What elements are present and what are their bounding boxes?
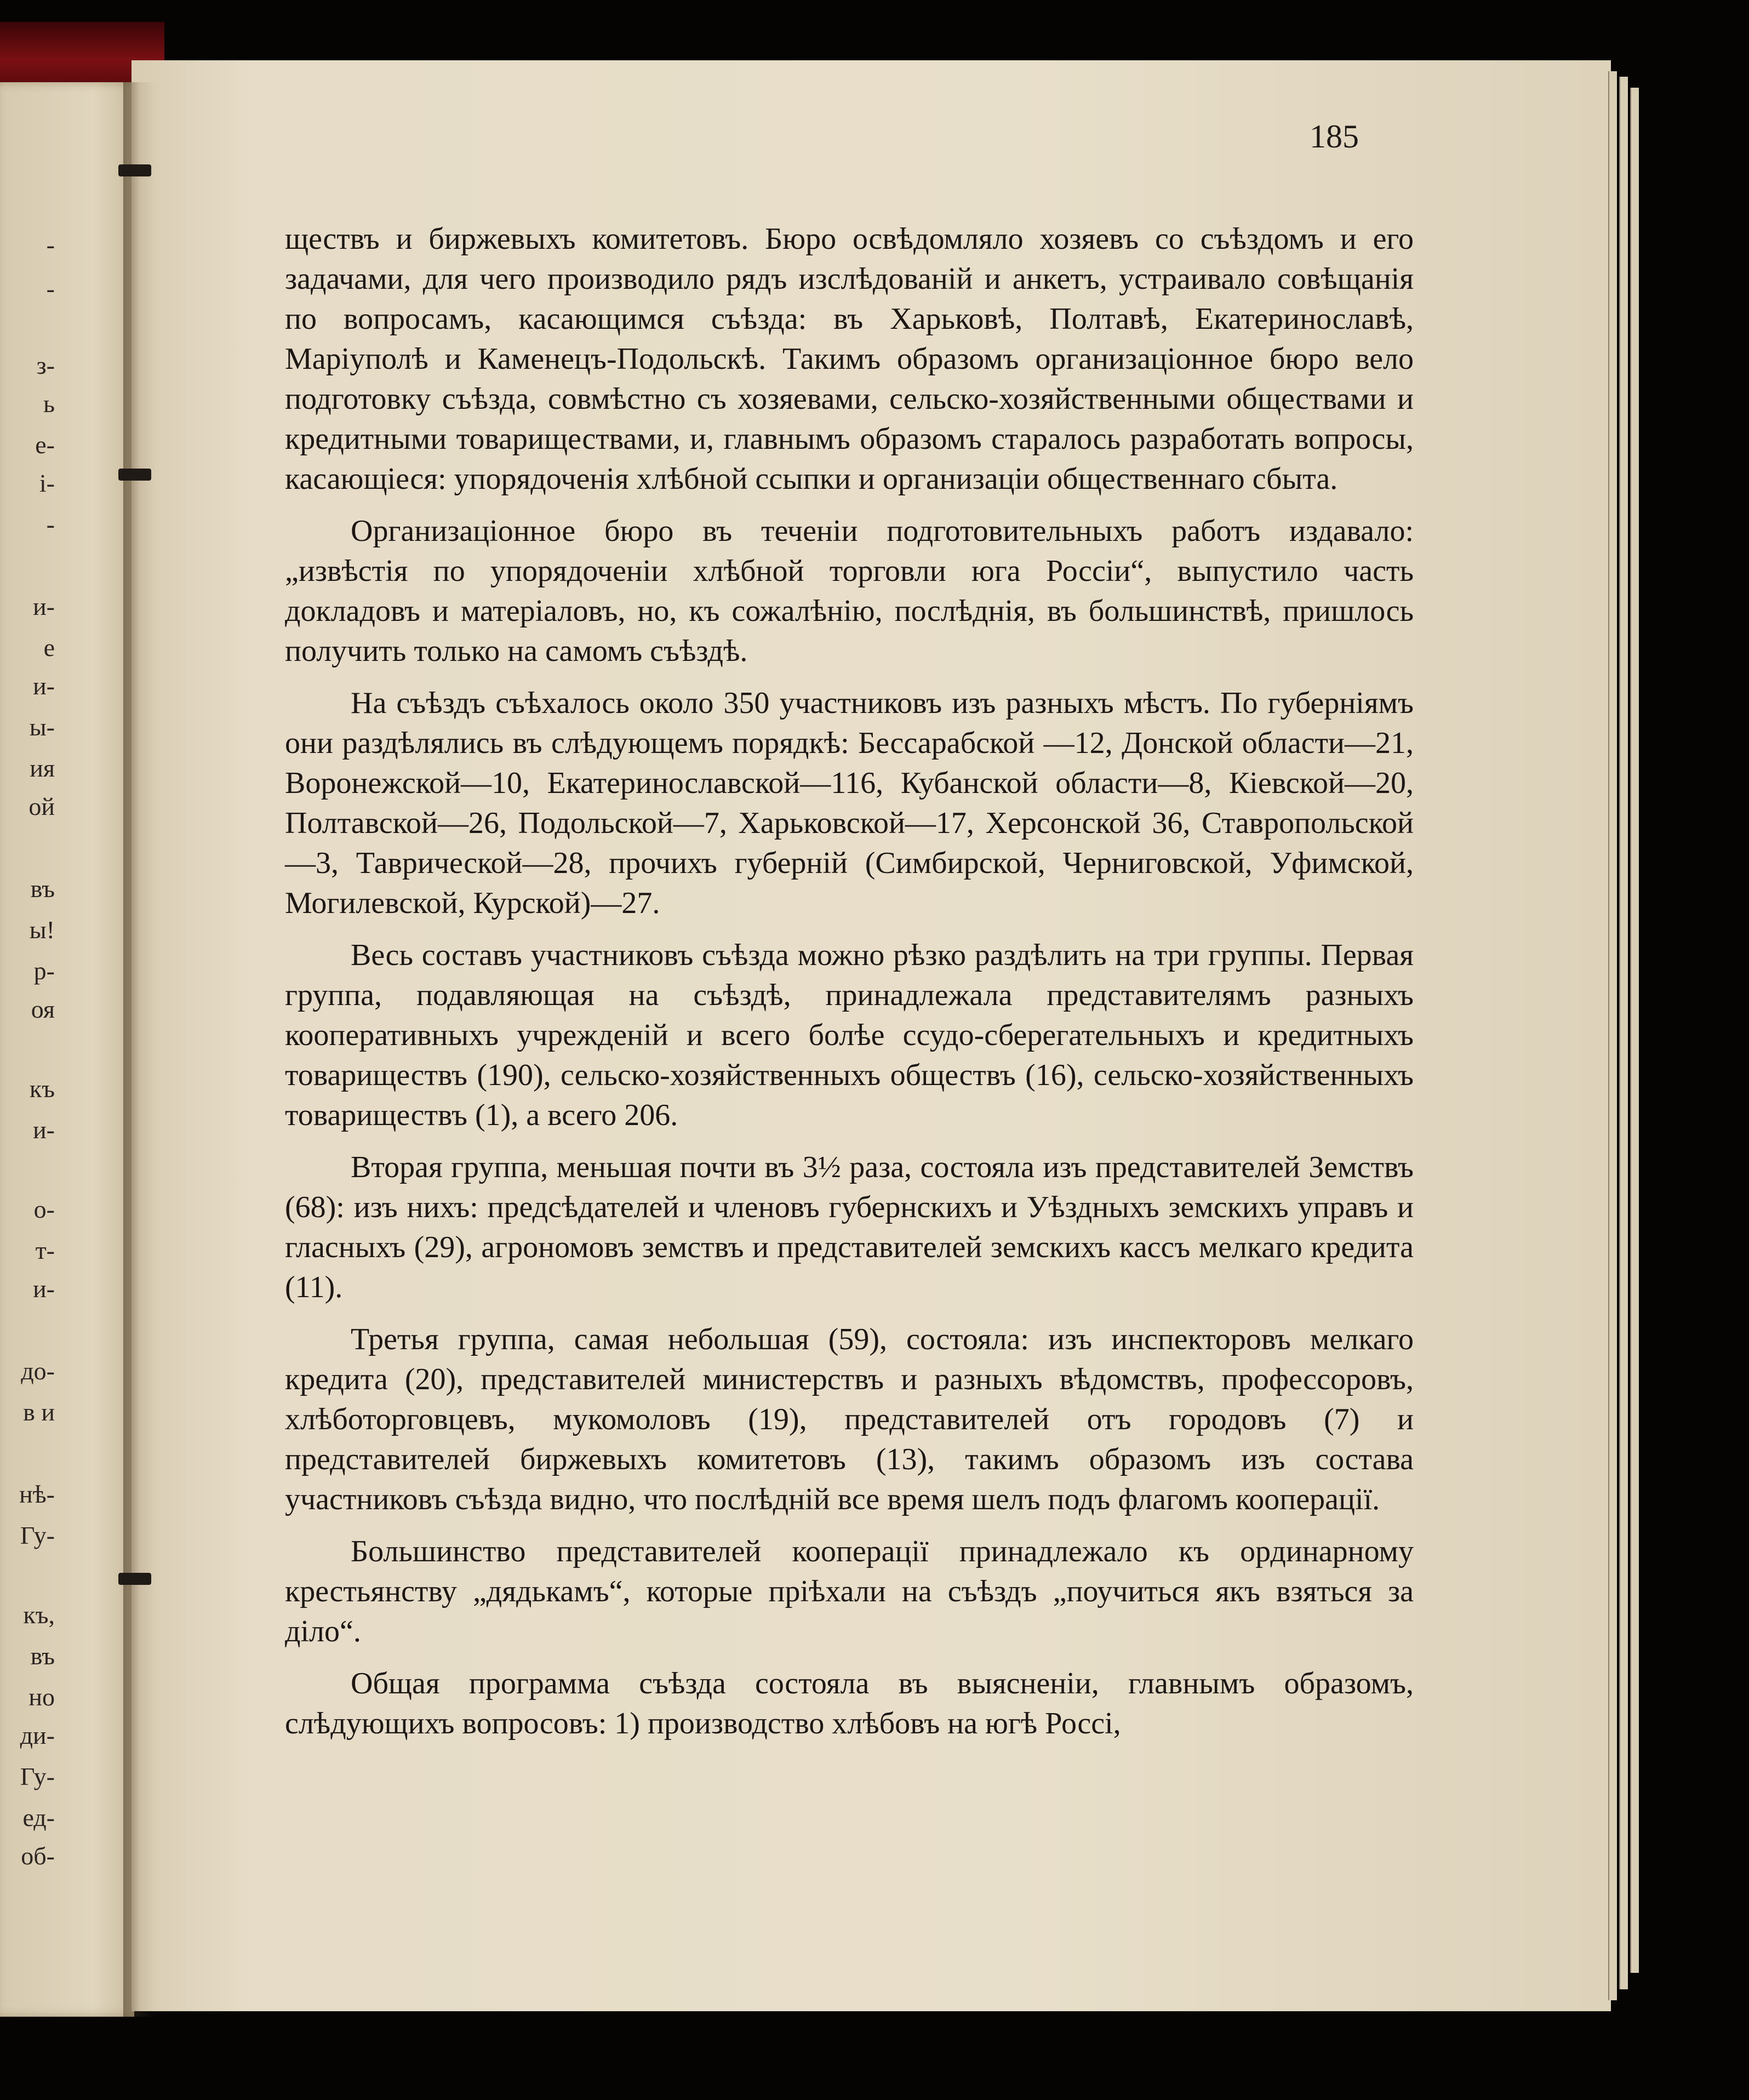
left-page-fragment: и- (33, 1116, 55, 1144)
left-page-fragment: къ (29, 1075, 55, 1103)
left-page-fragment: ди- (20, 1721, 55, 1749)
left-page-fragment: до- (21, 1357, 55, 1385)
left-page-fragment: но (28, 1683, 55, 1711)
left-page-fragment: об- (21, 1842, 55, 1870)
page-gutter-shadow (123, 82, 156, 2017)
binding-thread (118, 164, 151, 176)
left-page-fragment: в и (23, 1398, 55, 1426)
left-page-fragment: р- (33, 957, 55, 985)
left-page-fragment: ы- (29, 713, 55, 741)
binding-thread (118, 1573, 151, 1585)
left-page-fragment: и- (33, 1275, 55, 1303)
paragraph: Большинство представителей кооперації принадлежало къ ординарному крестьянству „дядькамъ“, которые пріѣхали на съѣздъ „поучиться якъ взяться за діло“. (285, 1534, 1414, 1648)
left-page-fragment: Гу- (20, 1762, 55, 1790)
binding-thread (118, 469, 151, 481)
paragraph: Общая программа съѣзда состояла въ выясненіи, главнымъ образомъ, слѣдующихъ вопросовъ: 1) производство хлѣбовъ на югѣ Россі, (285, 1667, 1414, 1741)
paragraph: Третья группа, самая небольшая (59), состояла: изъ инспекторовъ мелкаго кредита (20), представителей министерствъ и разныхъ вѣдомствъ, профессоровъ, хлѣботорговцевъ, мукомоловъ (19), представителей отъ городовъ (7) и представителей биржевыхъ комитетовъ (13), такимъ образомъ изъ состава участниковъ съѣзда видно, что послѣдній все время шелъ подъ флагомъ кооперації. (285, 1322, 1414, 1516)
left-page-fragment: нѣ- (19, 1480, 55, 1508)
left-page-fragment: - (46, 275, 55, 303)
paragraph: Весь составъ участниковъ съѣзда можно рѣзко раздѣлить на три группы. Первая группа, подавляющая на съѣздѣ, принадлежала представителямъ разныхъ кооперативныхъ учрежденій и всего болѣе ссудо-сберегательныхъ и кредитныхъ товариществъ (190), сельско-хозяйственныхъ обществъ (16), сельско-хозяйственныхъ товариществъ (1), а всего 206. (285, 938, 1414, 1132)
page-stack-edge (1619, 77, 1628, 1989)
page-body-text (285, 219, 1414, 1756)
left-page-fragment: къ, (23, 1601, 55, 1629)
left-page-fragment: е- (35, 431, 55, 459)
left-page-fragment: оя (31, 995, 55, 1023)
paragraph: Организаціонное бюро въ теченіи подготовительныхъ работъ издавало: „извѣстія по упорядоченіи хлѣбной торговли юга Россіи“, выпустило часть докладовъ и матеріаловъ, но, къ сожалѣнію, послѣднія, въ большинствѣ, пришлось получить только на самомъ съѣздѣ. (285, 514, 1414, 668)
left-page-fragment: ь (43, 390, 55, 418)
left-page-fragment: въ (30, 875, 55, 903)
left-page-fragment: - (46, 510, 55, 538)
paragraph: Вторая группа, меньшая почти въ 3½ раза, состояла изъ представителей Земствъ (68): изъ нихъ: предсѣдателей и членовъ губернскихъ и Уѣздныхъ земскихъ управъ и гласныхъ (29), агрономовъ земствъ и представителей земскихъ кассъ мелкаго кредита (11). (285, 1150, 1414, 1304)
left-page-fragment: ы! (29, 916, 55, 944)
left-page-fragment: и- (33, 592, 55, 620)
paragraph: На съѣздъ съѣхалось около 350 участниковъ изъ разныхъ мѣстъ. По губерніямъ они раздѣлялись въ слѣдующемъ порядкѣ: Бессарабской —12, Донской области—21, Воронежской—10, Екатеринославской—116, Кубанской области—8, Кіевской—20, Полтавской—26, Подольской—7, Харьковской—17, Херсонской 36, Ставропольской—3, Таврической—28, прочихъ губерній (Симбирской, Черниговской, Уфимской, Могилевской, Курской)—27. (285, 686, 1414, 920)
left-page-fragment: ия (30, 754, 55, 782)
left-page-fragment: о- (33, 1195, 55, 1223)
left-page-fragment: Гу- (20, 1521, 55, 1549)
left-page (0, 82, 134, 2017)
left-page-fragment: т- (35, 1236, 55, 1264)
left-page-fragment: и- (33, 672, 55, 700)
page-stack-edge (1630, 88, 1639, 1973)
left-page-fragment: ед- (22, 1804, 55, 1831)
page-stack-edge (1608, 71, 1617, 2000)
page-number: 185 (1310, 118, 1359, 155)
paragraph: ществъ и биржевыхъ комитетовъ. Бюро освѣдомляло хозяевъ со съѣздомъ и его задачами, для чего производило рядъ изслѣдованій и анкетъ, устраивало совѣщанія по вопросамъ, касающимся съѣзда: въ Харьковѣ, Полтавѣ, Екатеринославѣ, Маріуполѣ и Каменецъ-Подольскѣ. Такимъ образомъ организаціонное бюро вело подготовку съѣзда, совмѣстно съ хозяевами, сельско-хозяйственными обществами и кредитными товариществами, и, главнымъ образомъ старалось разработать вопросы, касающіеся: упорядоченія хлѣбной ссыпки и организаціи общественнаго сбыта. (285, 222, 1414, 496)
left-page-fragment: е (43, 634, 55, 661)
left-page-fragment: въ (30, 1642, 55, 1670)
left-page-fragment: з- (36, 351, 55, 379)
left-page-fragment: - (46, 231, 55, 259)
left-page-fragment: ой (28, 792, 55, 820)
left-page-fragment: і- (39, 469, 55, 497)
